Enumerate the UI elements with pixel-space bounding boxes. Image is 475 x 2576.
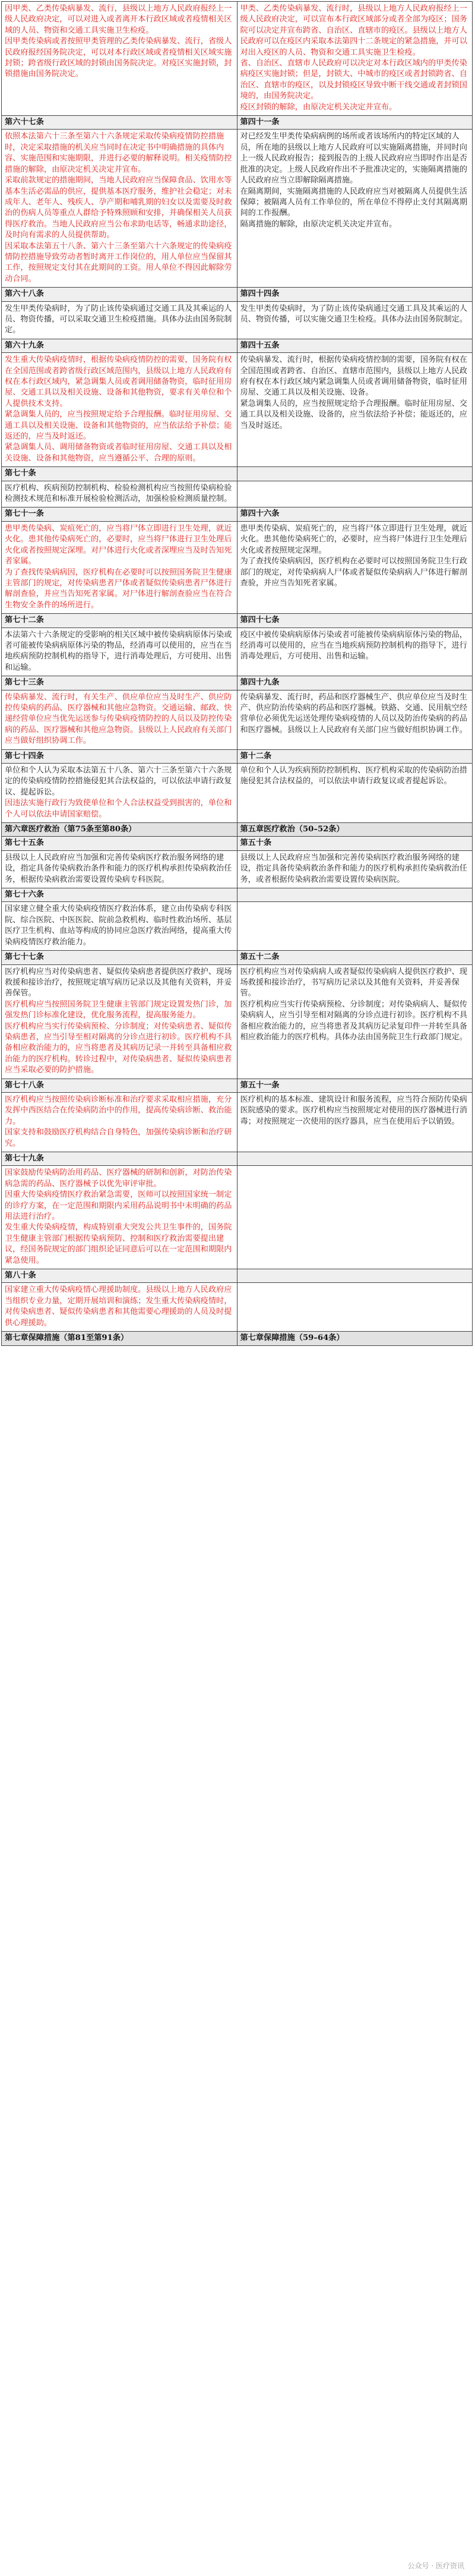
paragraph: 疫区封锁的解除，由原决定机关决定并宣布。: [240, 102, 397, 112]
new-law-text-cell: [2, 1092, 238, 1152]
paragraph: 发生甲类传染病时，为了防止该传染病通过交通工具及其乘运的人员、物资传播，可以实施交通卫生检疫。具体办法由国务院制定。: [240, 304, 467, 324]
old-law-article-number: [237, 467, 473, 481]
paragraph: 采取前款规定的措施期间，当地人民政府应当保障食品、饮用水等基本生活必需品的供应，提供基本医疗服务，维护社会稳定；对未成年人、老年人、残疾人、孕产期和哺乳期的妇女以及需要及时救治的伤病人员等重点人群给予特殊照顾和安排，并确保相关人员获得医疗救治。当地人民政府应当公布求助电话等，畅通求助途径，及时向有需求的人员提供帮助。: [5, 176, 232, 240]
paragraph: 紧急调集人员的，应当按照规定给予合理报酬。临时征用房屋、交通工具以及相关设施、设备和其他物资的，应当依法给予补偿；能返还的，应当及时返还。: [5, 410, 232, 442]
old-law-text-cell: [237, 850, 473, 888]
paragraph: 国家建立健全重大传染病疫情医疗救治体系，建立由传染病专科医院、综合医院、中医医院、院前急救机构、临时性救治场所、基层医疗卫生机构、血站等构成的协同应急医疗救治网络，提高重大传染病疫情医疗救治能力。: [5, 904, 232, 947]
new-law-article-number: 第七十三条: [2, 676, 238, 690]
new-law-text-cell: [2, 2, 238, 116]
article-text-row: [2, 690, 473, 749]
old-law-article-number: 第十二条: [237, 749, 473, 763]
old-law-article-number: 第五十二条: [237, 951, 473, 964]
article-header-row: [2, 951, 473, 964]
article-header-row: [2, 1269, 473, 1283]
new-law-text-cell: [2, 628, 238, 676]
new-law-article-number: 第七十七条: [2, 951, 238, 964]
paragraph: 医疗机构应当对传染病病人或者疑似传染病病人提供医疗救护、现场救援和接诊治疗，书写病历记录以及其他有关资料，并妥善保管。: [240, 967, 467, 998]
article-header-row: [2, 339, 473, 352]
article-header-row: [2, 837, 473, 850]
article-text-row: [2, 1283, 473, 1332]
paragraph: 国家支持和鼓励医疗机构结合自身特色，加强传染病诊断和治疗研究。: [5, 1128, 232, 1148]
paragraph: 隔离措施的解除，由原决定机关决定并宣布。: [240, 219, 397, 229]
paragraph: 国家建立重大传染病疫情心理援助制度。县级以上地方人民政府应当组织专业力量，定期开展培训和演练；发生重大传染病疫情时，对传染病患者、疑似传染病患者和其他需要心理援助的人员及时提供心理援助。: [5, 1285, 232, 1328]
paragraph: 甲类、乙类传染病暴发、流行时，县级以上地方人民政府报经上一级人民政府决定，可以宣布本行政区域部分或者全部为疫区；国务院可以决定并宣布跨省、自治区、直辖市的疫区。县级以上地方人民政府可以在疫区内采取本法第四十二条规定的紧急措施，并可以对出入疫区的人员、物资和交通工具实施卫生检疫。: [240, 4, 467, 57]
old-law-article-number: 第五章医疗救治（50–52条）: [237, 823, 473, 837]
paragraph: 发生重大传染病疫情，构成特别重大突发公共卫生事件的，国务院卫生健康主管部门根据传染病预防、控制和医疗救治需要提出建议，经国务院规定的部门组织论证同意后可以在一定范围和期限内紧急使用。: [5, 1223, 232, 1265]
old-law-article-number: [237, 888, 473, 902]
article-header-row: [2, 749, 473, 763]
article-text-row: [2, 850, 473, 888]
paragraph: 本法第六十六条规定的受影响的相关区域中被传染病病原体污染或者可能被传染病病原体污染的物品，经消毒可以使用的，应当在当地疾病预防控制机构的指导下，进行消毒处理后，方可使用、出售和运输。: [5, 630, 232, 672]
new-law-article-number: 第七十九条: [2, 1152, 238, 1166]
article-header-row: [2, 467, 473, 481]
old-law-text-cell: [237, 1166, 473, 1269]
new-law-article-number: 第七十八条: [2, 1079, 238, 1092]
article-text-row: [2, 1166, 473, 1269]
old-law-text-cell: [237, 2, 473, 116]
paragraph: 国家鼓励传染病防治用药品、医疗器械的研制和创新，对防治传染病急需的药品、医疗器械予以优先审评审批。: [5, 1168, 232, 1188]
new-law-article-number: 第七十二条: [2, 614, 238, 628]
old-law-text-cell: [237, 902, 473, 951]
old-law-article-number: 第四十一条: [237, 116, 473, 130]
article-text-row: [2, 521, 473, 613]
old-law-text-cell: [237, 301, 473, 339]
new-law-text-cell: [2, 130, 238, 288]
article-text-row: [2, 902, 473, 951]
paragraph: 疫区中被传染病病原体污染或者可能被传染病病原体污染的物品，经消毒可以使用的，应当在当地疾病预防控制机构的指导下，进行消毒处理后，方可使用、出售和运输。: [240, 630, 467, 661]
paragraph: 发生甲类传染病时，为了防止该传染病通过交通工具及其乘运的人员、物资传播，可以采取交通卫生检疫措施。具体办法由国务院制定。: [5, 304, 232, 335]
article-text-row: [2, 1092, 473, 1152]
new-law-article-number: 第七十五条: [2, 837, 238, 850]
chapter-header-row: [2, 1332, 473, 1345]
paragraph: 医疗机构应当按照传染病诊断标准和治疗要求采取相应措施，充分发挥中西医结合在传染病防治中的作用，提高传染病诊断、救治能力。: [5, 1095, 232, 1126]
article-header-row: [2, 288, 473, 301]
new-law-article-number: 第七十六条: [2, 888, 238, 902]
new-law-article-number: 第七十条: [2, 467, 238, 481]
paragraph: 县级以上人民政府应当加强和完善传染病医疗救治服务网络的建设，指定具备传染病救治条件和能力的医疗机构承担传染病救治任务，根据传染病救治需要设置传染病专科医院。: [5, 853, 232, 884]
paragraph: 患甲类传染病、炭疽死亡的，应当将尸体立即进行卫生处理，就近火化。患其他传染病死亡的，必要时，应当将尸体进行卫生处理后火化或者按照规定深埋。: [240, 524, 467, 555]
old-law-text-cell: [237, 1092, 473, 1152]
old-law-text-cell: [237, 764, 473, 823]
old-law-article-number: 第五十一条: [237, 1079, 473, 1092]
new-law-text-cell: [2, 850, 238, 888]
article-header-row: [2, 888, 473, 902]
paragraph: 单位和个人认为疾病预防控制机构、医疗机构采取的传染病防治措施侵犯其合法权益的，可以依法申请行政复议或者提起诉讼。: [240, 766, 467, 786]
paragraph: 为了查找传染病病因，医疗机构在必要时可以按照国务院卫生行政部门的规定，对传染病病人尸体或者疑似传染病病人尸体进行解剖查验，并应当告知死者家属。: [240, 557, 467, 588]
old-law-text-cell: [237, 353, 473, 467]
paragraph: 医疗机构应当按照国务院卫生健康主管部门规定设置发热门诊，加强发热门诊标准化建设，优化服务流程，提高服务能力。: [5, 999, 232, 1020]
article-header-row: [2, 1079, 473, 1092]
old-law-text-cell: [237, 1283, 473, 1332]
paragraph: 因甲类、乙类传染病暴发、流行，县级以上地方人民政府报经上一级人民政府决定，可以对进入或者离开本行政区域或者疫情相关区域的人员、物资和交通工具实施卫生检疫。: [5, 4, 232, 35]
paragraph: 医疗机构应当实行传染病预检、分诊制度；对传染病病人、疑似传染病病人，应当引导至相对隔离的分诊点进行初诊。医疗机构不具备相应救治能力的，应当将患者及其病历记录复印件一并转至具备相应救治能力的医疗机构。具体办法由国务院卫生行政部门规定。: [240, 999, 467, 1042]
new-law-text-cell: [2, 1166, 238, 1269]
new-law-article-number: 第六十七条: [2, 116, 238, 130]
paragraph: 医疗机构应当实行传染病预检、分诊制度；对传染病患者、疑似传染病患者，应当引导至相对隔离的分诊点进行初诊。医疗机构不具备相应救治能力的，应当将患者及其病历记录一并转至具备相应救治能力的医疗机构。转诊过程中，对传染病患者、疑似传染病患者应当采取必要的防护措施。: [5, 1021, 232, 1075]
paragraph: 依照本法第六十三条至第六十六条规定采取传染病疫情防控措施时，决定采取措施的机关应当同时在决定书中明确措施的具体内容、实施范围和实施期限，并进行必要的解释说明。相关疫情防控措施的解除，由原决定机关决定并宣布。: [5, 132, 232, 174]
paragraph: 因违法实施行政行为致使单位和个人合法权益受到损害的，单位和个人可以依法申请国家赔偿。: [5, 799, 232, 819]
new-law-article-number: 第六十八条: [2, 288, 238, 301]
old-law-article-number: [237, 1152, 473, 1166]
new-law-article-number: 第六章医疗救治（第75条至第80条）: [2, 823, 238, 837]
old-law-article-number: 第四十四条: [237, 288, 473, 301]
article-text-row: [2, 2, 473, 116]
paragraph: 发生重大传染病疫情时，根据传染病疫情防控的需要，国务院有权在全国范围或者跨省级行政区域范围内，县级以上地方人民政府有权在本行政区域内，紧急调集人员或者调用储备物资，临时征用房屋、交通工具以及相关设施、设备和其他物资，要求有关单位和个人提供技术支持。: [5, 355, 232, 408]
article-header-row: [2, 614, 473, 628]
paragraph: 在隔离期间，实施隔离措施的人民政府应当对被隔离人员提供生活保障；被隔离人员有工作单位的，所在单位不得停止支付其隔离期间的工作报酬。: [240, 187, 467, 218]
new-law-text-cell: [2, 902, 238, 951]
new-law-text-cell: [2, 481, 238, 507]
paragraph: 对已经发生甲类传染病病例的场所或者该场所内的特定区域的人员，所在地的县级以上地方人民政府可以实施隔离措施，并同时向上一级人民政府报告；接到报告的上级人民政府应当即时作出是否批准的决定。上级人民政府作出不予批准决定的，实施隔离措施的人民政府应当立即解除隔离措施。: [240, 132, 467, 185]
paragraph: 传染病暴发、流行时，根据传染病疫情控制的需要，国务院有权在全国范围或者跨省、自治区、直辖市范围内，县级以上地方人民政府有权在本行政区域内紧急调集人员或者调用储备物资，临时征用房屋、交通工具以及相关设施、设备。: [240, 355, 467, 398]
paragraph: 紧急调集人员的，应当按照规定给予合理报酬。临时征用房屋、交通工具以及相关设施、设备的，应当依法给予补偿；能返还的，应当及时返还。: [240, 399, 467, 430]
paragraph: 为了查找传染病病因，医疗机构在必要时可以按照国务院卫生健康主管部门的规定，对传染病患者尸体或者疑似传染病患者尸体进行解剖查验，并应当告知死者家属。对尸体进行解剖查验应当在符合生物安全条件的场所进行。: [5, 567, 232, 610]
paragraph: 医疗机构、疾病预防控制机构、检验检测机构应当按照传染病检验检测技术规范和标准开展检验检测活动，加强检验检测质量控制。: [5, 483, 232, 504]
old-law-text-cell: [237, 521, 473, 613]
new-law-article-number: 第八十条: [2, 1269, 238, 1283]
new-law-text-cell: [2, 690, 238, 749]
new-law-article-number: 第七十一条: [2, 507, 238, 521]
paragraph: 单位和个人认为采取本法第五十八条、第六十三条至第六十六条规定的传染病疫情防控措施侵犯其合法权益的，可以依法申请行政复议、提起诉讼。: [5, 766, 232, 797]
old-law-article-number: 第五十条: [237, 837, 473, 850]
article-text-row: [2, 353, 473, 467]
paragraph: 因重大传染病疫情医疗救治紧急需要，医师可以按照国家统一制定的诊疗方案，在一定范围和期限内采用药品说明书中未明确的药品用法进行治疗。: [5, 1190, 232, 1222]
article-text-row: [2, 628, 473, 676]
old-law-text-cell: [237, 481, 473, 507]
old-law-text-cell: [237, 628, 473, 676]
new-law-text-cell: [2, 964, 238, 1079]
new-law-text-cell: [2, 521, 238, 613]
article-header-row: [2, 1152, 473, 1166]
paragraph: 县级以上人民政府应当加强和完善传染病医疗救治服务网络的建设，指定具备传染病救治条件和能力的医疗机构承担传染病救治任务，或者根据传染病救治需要设置传染病医院。: [240, 853, 467, 884]
paragraph: 因采取本法第五十八条、第六十三条至第六十六条规定的传染病疫情防控措施导致劳动者暂时离开工作岗位的，用人单位应当保留其工作，按照规定支付其在此期间的工资。用人单位不得因此解除劳动合同。: [5, 241, 232, 283]
chapter-header-row: [2, 823, 473, 837]
article-text-row: [2, 301, 473, 339]
old-law-text-cell: [237, 690, 473, 749]
old-law-article-number: 第四十六条: [237, 507, 473, 521]
old-law-article-number: 第四十九条: [237, 676, 473, 690]
paragraph: 患甲类传染病、炭疽死亡的，应当将尸体立即进行卫生处理，就近火化。患其他传染病死亡的，必要时，应当将尸体进行卫生处理后火化或者按照规定深埋。对尸体进行火化或者深埋应当及时告知死者家属。: [5, 524, 232, 566]
article-text-row: [2, 764, 473, 823]
paragraph: 因甲类传染病或者按照甲类管理的乙类传染病暴发、流行，省级人民政府报经国务院决定，可以对本行政区域或者疫情相关区域实施封锁；跨省级行政区域的封锁由国务院决定。对疫区实施封锁，封锁措施由国务院决定。: [5, 37, 232, 79]
old-law-text-cell: [237, 964, 473, 1079]
new-law-text-cell: [2, 764, 238, 823]
law-comparison-table: [1, 1, 473, 1346]
new-law-article-number: 第七十四条: [2, 749, 238, 763]
old-law-article-number: 第四十七条: [237, 614, 473, 628]
paragraph: 传染病暴发、流行时，有关生产、供应单位应当及时生产、供应防控传染病的药品、医疗器械和其他应急物资。交通运输、邮政、快递经营单位应当优先运送参与传染病疫情防控的人员以及防控传染病的药品、医疗器械和其他应急物资。县级以上人民政府有关部门应当做好组织协调工作。: [5, 692, 232, 746]
article-text-row: [2, 964, 473, 1079]
paragraph: 医疗机构的基本标准、建筑设计和服务流程，应当符合预防传染病医院感染的要求。医疗机构应当按照规定对使用的医疗器械进行消毒；对按照规定一次使用的医疗器具，应当在使用后予以销毁。: [240, 1095, 467, 1126]
old-law-text-cell: [237, 130, 473, 288]
paragraph: 传染病暴发、流行时，药品和医疗器械生产、供应单位应当及时生产、供应防治传染病的药品和医疗器械。铁路、交通、民用航空经营单位必须优先运送处理传染病疫情的人员以及防治传染病的药品和医疗器械。县级以上人民政府有关部门应当做好组织协调工作。: [240, 692, 467, 734]
new-law-text-cell: [2, 301, 238, 339]
new-law-text-cell: [2, 353, 238, 467]
old-law-article-number: [237, 1269, 473, 1283]
old-law-article-number: 第七章保障措施（59–64条）: [237, 1332, 473, 1345]
article-text-row: [2, 130, 473, 288]
watermark-label: 公众号 · 医疗资讯: [406, 2560, 467, 2571]
article-text-row: [2, 481, 473, 507]
article-header-row: [2, 116, 473, 130]
new-law-article-number: 第七章保障措施（第81至第91条）: [2, 1332, 238, 1345]
article-header-row: [2, 676, 473, 690]
new-law-text-cell: [2, 1283, 238, 1332]
new-law-article-number: 第六十九条: [2, 339, 238, 352]
article-header-row: [2, 507, 473, 521]
old-law-article-number: 第四十五条: [237, 339, 473, 352]
paragraph: 省、自治区、直辖市人民政府可以决定对本行政区域内的甲类传染病疫区实施封锁；但是，封锁大、中城市的疫区或者封锁跨省、自治区、直辖市的疫区，以及封锁疫区导致中断干线交通或者封锁国境的，由国务院决定。: [240, 59, 467, 101]
paragraph: 医疗机构应当对传染病患者、疑似传染病患者提供医疗救护、现场救援和接诊治疗，按照规定填写病历记录以及其他有关资料，并妥善保管。: [5, 967, 232, 998]
paragraph: 紧急调集人员、调用储备物资或者临时征用房屋、交通工具以及相关设施、设备和其他物资，应当遵循公平、合理的原则。: [5, 443, 232, 463]
